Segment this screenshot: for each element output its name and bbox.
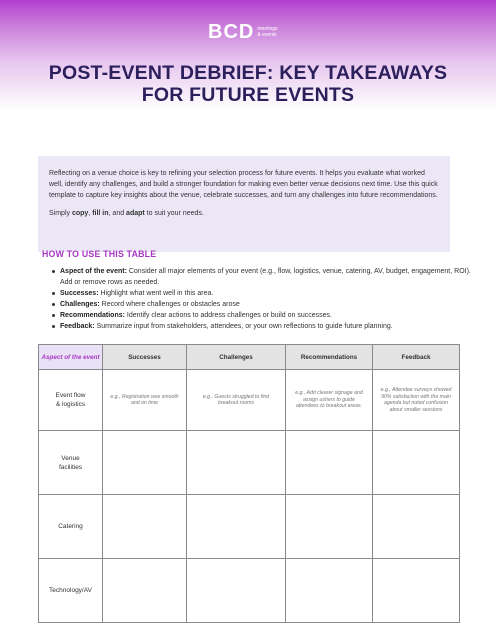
logo-text: BCD	[208, 21, 255, 43]
how-to-heading: HOW TO USE THIS TABLE	[42, 249, 157, 259]
how-to-item	[52, 266, 472, 288]
header-challenges: Challenges	[187, 345, 286, 370]
aspect-cell	[39, 370, 103, 431]
intro-sep-1: ,	[88, 210, 93, 217]
how-to-text: Consider all major elements of your event (e.g., flow, logistics, venue, catering, AV, budget, engagement, ROI). Add or remove rows as needed.	[60, 268, 471, 286]
how-to-text: Identify clear actions to address challenges or build on successes.	[124, 312, 332, 319]
header-aspect: Aspect of the event	[39, 345, 103, 370]
intro-suffix: to suit your needs.	[144, 210, 204, 217]
aspect-cell	[39, 495, 103, 559]
intro-instruction	[49, 208, 439, 219]
company-logo	[208, 20, 281, 44]
feedback-cell[interactable]: e.g., Attendee surveys showed 90% satisfaction with the main agenda but noted confusion about smaller sessions	[373, 370, 460, 431]
intro-copy: copy	[71, 210, 89, 217]
header-successes: Successes	[103, 345, 187, 370]
recommendations-cell[interactable]: e.g., Add clearer signage and assign ushers to guide attendees to breakout areas.	[286, 370, 373, 431]
header-feedback: Feedback	[373, 345, 460, 370]
successes-cell[interactable]	[103, 431, 187, 495]
debrief-table	[38, 344, 460, 623]
how-to-item	[52, 321, 472, 332]
aspect-line-2: facilities	[58, 463, 83, 471]
how-to-text: Record where challenges or obstacles arose	[99, 301, 240, 308]
intro-sep-2: , and	[108, 210, 127, 217]
challenges-cell[interactable]	[187, 495, 286, 559]
table-row	[39, 431, 460, 495]
how-to-text: Summarize input from stakeholders, attendees, or your own reflections to guide future planning.	[94, 323, 393, 330]
recommendations-cell[interactable]	[286, 559, 373, 623]
intro-prefix: Simply	[49, 210, 72, 217]
table-header-row	[39, 345, 460, 370]
how-to-list	[52, 266, 472, 332]
successes-cell[interactable]: e.g., Registration was smooth and on time	[103, 370, 187, 431]
how-to-item	[52, 288, 472, 299]
recommendations-cell[interactable]	[286, 431, 373, 495]
how-to-term: Aspect of the event:	[60, 268, 127, 275]
intro-paragraph: Reflecting on a venue choice is key to refining your selection process for future events. It helps you evaluate what worked well, identify any challenges, and build a stronger foundation for making even better venue decisions next time. Use this quick template to capture key insights about the venue, celebrate successes, and turn any challenges into future recommendations.	[49, 170, 438, 199]
page-title-line-2: FOR FUTURE EVENTS	[141, 84, 355, 106]
successes-cell[interactable]	[103, 495, 187, 559]
table-row	[39, 370, 460, 431]
challenges-cell[interactable]	[187, 559, 286, 623]
header-recommendations: Recommendations	[286, 345, 373, 370]
aspect-line-1: Venue	[61, 454, 80, 462]
how-to-item	[52, 299, 472, 310]
feedback-cell[interactable]	[373, 431, 460, 495]
aspect-line-1: Event flow	[55, 392, 86, 399]
feedback-cell[interactable]	[373, 495, 460, 559]
page-title	[0, 62, 496, 106]
intro-fill-in: fill in	[92, 210, 109, 217]
page-title-line-1: POST-EVENT DEBRIEF: KEY TAKEAWAYS	[48, 62, 448, 84]
how-to-item	[52, 310, 472, 321]
how-to-term: Challenges:	[60, 301, 100, 308]
aspect-line-1: Technology/AV	[49, 587, 92, 594]
recommendations-cell[interactable]	[286, 495, 373, 559]
feedback-cell[interactable]	[373, 559, 460, 623]
logo-subtext: meetings & events	[257, 26, 278, 38]
how-to-term: Feedback:	[60, 323, 95, 330]
challenges-cell[interactable]	[187, 431, 286, 495]
aspect-line-2: & logistics	[55, 401, 86, 408]
how-to-term: Recommendations:	[60, 312, 125, 319]
table-row	[39, 559, 460, 623]
how-to-text: Highlight what went well in this area.	[98, 290, 214, 297]
successes-cell[interactable]	[103, 559, 187, 623]
intro-adapt: adapt	[126, 210, 145, 217]
intro-box	[38, 156, 450, 252]
how-to-term: Successes:	[60, 290, 99, 297]
challenges-cell[interactable]: e.g., Guests struggled to find breakout rooms	[187, 370, 286, 431]
table-row	[39, 495, 460, 559]
aspect-line-1: Catering	[58, 523, 83, 530]
aspect-cell	[39, 431, 103, 495]
aspect-cell	[39, 559, 103, 623]
